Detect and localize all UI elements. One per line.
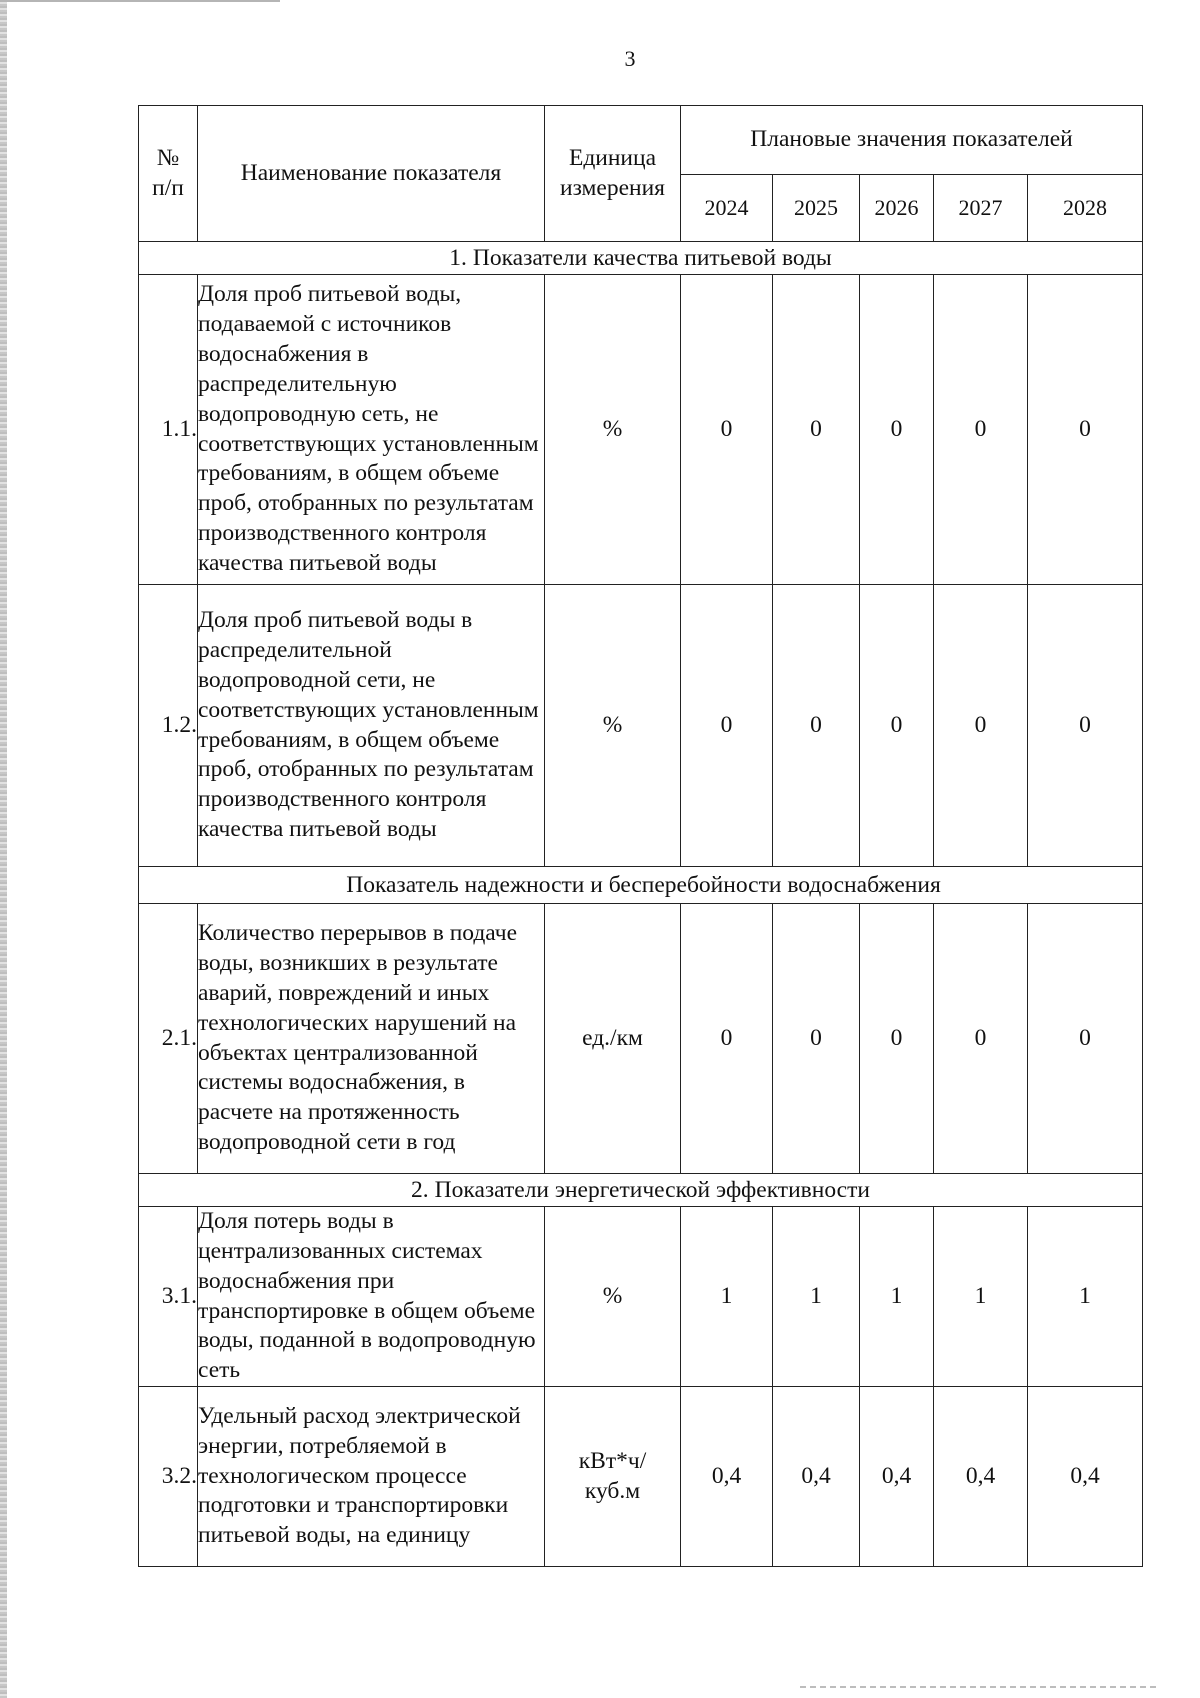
row-value: 0: [860, 585, 934, 867]
row-value: 0: [773, 585, 860, 867]
row-value: 1: [934, 1207, 1028, 1387]
header-num: [139, 106, 198, 242]
row-value: 0: [681, 585, 773, 867]
section-row: [139, 1174, 1143, 1207]
row-value: 0,4: [934, 1387, 1028, 1567]
row-indicator-name: Доля потерь воды в централизованных системах водоснабжения при транспортировке в общем объеме воды, поданной в водопроводную сеть: [198, 1207, 545, 1387]
row-number: 3.1.: [139, 1207, 198, 1387]
row-indicator-name: Доля проб питьевой воды в распределительной водопроводной сети, не соответствующих установленным требованиям, в общем объеме проб, отобранных по результатам производственного контроля качества питьевой воды: [198, 585, 545, 867]
header-plan: [681, 106, 1143, 175]
row-unit: %: [545, 1207, 681, 1387]
section-row: [139, 867, 1143, 904]
table-row: [139, 904, 1143, 1174]
header-plan-label: Плановые значения показателей: [750, 126, 1073, 153]
table-row: [139, 275, 1143, 585]
table-row: [139, 1207, 1143, 1387]
header-name-label: Наименование показателя: [240, 159, 502, 186]
section-title: Показатели энергетической эффективности: [434, 1177, 870, 1203]
section-heading: [139, 867, 1143, 904]
row-unit: кВт*ч/ куб.м: [545, 1387, 681, 1567]
section-title: Показатель надежности и бесперебойности водоснабжения: [346, 872, 941, 898]
row-value: 0: [1028, 904, 1143, 1174]
row-number: 1.1.: [139, 275, 198, 585]
scan-left-edge: [0, 0, 7, 1698]
row-value: 0: [934, 275, 1028, 585]
header-year: 2025: [773, 175, 860, 242]
scan-top-edge: [0, 0, 280, 2]
row-value: 0: [860, 275, 934, 585]
section-heading: [139, 1174, 1143, 1207]
row-value: 0,4: [681, 1387, 773, 1567]
row-indicator-name: Удельный расход электрической энергии, потребляемой в технологическом процессе подготовки и транспортировки питьевой воды, на единицу: [198, 1387, 545, 1567]
row-value: 0,4: [860, 1387, 934, 1567]
row-indicator-name: Доля проб питьевой воды, подаваемой с источников водоснабжения в распределительную водопроводную сеть, не соответствующих установленным требованиям, в общем объеме проб, отобранных по результатам производственного контроля качества питьевой воды: [198, 275, 545, 585]
row-value: 0: [1028, 275, 1143, 585]
row-value: 0: [860, 904, 934, 1174]
header-year: 2026: [860, 175, 934, 242]
row-value: 1: [1028, 1207, 1143, 1387]
header-name: [198, 106, 545, 242]
row-value: 0: [681, 275, 773, 585]
header-year: 2028: [1028, 175, 1143, 242]
row-value: 0: [934, 585, 1028, 867]
page-number: 3: [624, 46, 636, 71]
row-value: 0: [773, 904, 860, 1174]
row-value: 0: [681, 904, 773, 1174]
header-num-label: № п/п: [152, 144, 184, 201]
table-header: [139, 106, 1143, 242]
row-value: 1: [773, 1207, 860, 1387]
header-year: 2027: [934, 175, 1028, 242]
row-number: 3.2.: [139, 1387, 198, 1567]
row-value: 0,4: [1028, 1387, 1143, 1567]
section-heading: [139, 242, 1143, 275]
scan-bottom-edge: [800, 1686, 1160, 1688]
row-value: 1: [860, 1207, 934, 1387]
table-row: [139, 1387, 1143, 1567]
row-unit: %: [545, 275, 681, 585]
row-number: 1.2.: [139, 585, 198, 867]
row-value: 0,4: [773, 1387, 860, 1567]
row-value: 0: [934, 904, 1028, 1174]
table-row: [139, 585, 1143, 867]
table-body: [139, 242, 1143, 1567]
section-number: 2.: [411, 1177, 429, 1203]
section-number: 1.: [449, 245, 467, 271]
row-unit: %: [545, 585, 681, 867]
row-indicator-name: Количество перерывов в подаче воды, возникших в результате аварий, повреждений и иных технологических нарушений на объектах централизованной системы водоснабжения, в расчете на протяженность водопроводной сети в год: [198, 904, 545, 1174]
row-number: 2.1.: [139, 904, 198, 1174]
indicators-table: [138, 105, 1143, 1567]
section-title: Показатели качества питьевой воды: [472, 245, 832, 271]
row-value: 0: [773, 275, 860, 585]
header-unit: [545, 106, 681, 242]
section-row: [139, 242, 1143, 275]
header-unit-label: Единица измерения: [560, 144, 665, 201]
row-unit: ед./км: [545, 904, 681, 1174]
header-year: 2024: [681, 175, 773, 242]
row-value: 1: [681, 1207, 773, 1387]
row-value: 0: [1028, 585, 1143, 867]
